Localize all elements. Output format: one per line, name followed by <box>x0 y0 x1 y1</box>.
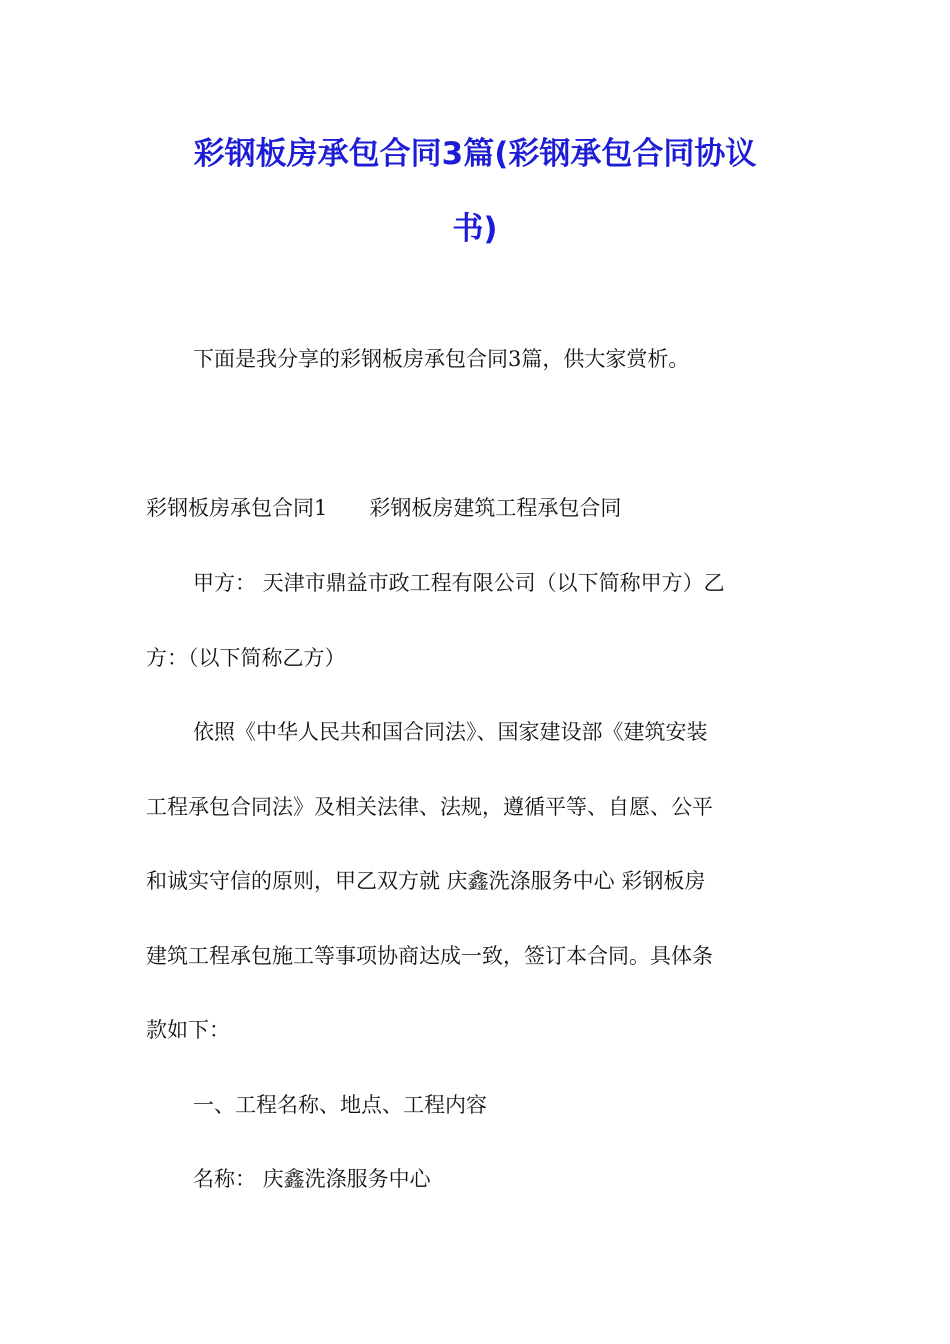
contract-heading <box>146 493 950 523</box>
section-heading: 一、工程名称、地点、工程内容 <box>193 1093 487 1117</box>
title-line-1: 彩钢板房承包合同3篇(彩钢承包合同协议 <box>193 136 757 172</box>
party-a-line-2: 方：（以下简称乙方） <box>146 646 346 670</box>
contract-name: 彩钢板房建筑工程承包合同 <box>369 496 622 520</box>
party-a-line-1: 甲方： 天津市鼎益市政工程有限公司（以下简称甲方）乙 <box>193 571 725 595</box>
paragraph-line-4: 建筑工程承包施工等事项协商达成一致，签订本合同。具体条 <box>146 944 713 968</box>
title-line-2: 书) <box>452 211 498 247</box>
paragraph-line-3: 和诚实守信的原则，甲乙双方就 庆鑫洗涤服务中心 彩钢板房 <box>146 869 706 893</box>
paragraph-line-1: 依照《中华人民共和国合同法》、国家建设部《建筑安装 <box>193 720 708 744</box>
paragraph-line-5: 款如下： <box>146 1018 230 1042</box>
contract-label: 彩钢板房承包合同1 <box>146 496 328 520</box>
document-title <box>130 117 820 267</box>
name-line: 名称： 庆鑫洗涤服务中心 <box>193 1167 431 1191</box>
intro-paragraph: 下面是我分享的彩钢板房承包合同3篇，供大家赏析。 <box>193 347 690 371</box>
paragraph-line-2: 工程承包合同法》及相关法律、法规，遵循平等、自愿、公平 <box>146 795 713 819</box>
